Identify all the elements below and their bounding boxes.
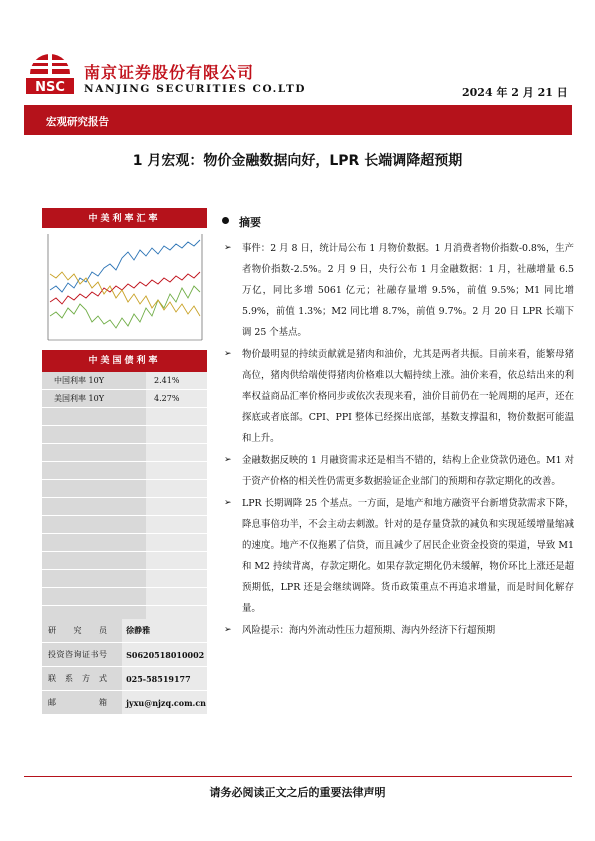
summary-heading: 摘要	[222, 214, 261, 230]
arrow-bullet-icon: ➢	[224, 349, 232, 359]
analyst-row	[42, 691, 207, 715]
summary-bullet	[222, 344, 574, 449]
analyst-table	[42, 619, 207, 715]
rate-row	[42, 390, 207, 408]
rate-row	[42, 462, 207, 480]
summary-bullet-text: 风险提示：海内外流动性压力超预期、海内外经济下行超预期	[242, 625, 496, 636]
legal-disclaimer: 请务必阅读正文之后的重要法律声明	[209, 786, 386, 799]
summary-bullet-text: 事件：2 月 8 日，统计局公布 1 月物价数据。1 月消费者物价指数-0.8%，生产者物价指数-2.5%。2 月 9 日，央行公布 1 月金融数据：1 月，社融增量 6.5 万亿，同比多增 5061 亿元；社融存量增 9.5%，前值 9.5%；M1 同比增 5.9%，前值 1.3%；M2 同比增 8.7%，前值 9.7%。2 月 20 日 LPR 长端下调 25 个基点。	[242, 243, 574, 338]
svg-text:NSC: NSC	[35, 80, 65, 95]
analyst-info-key: 研 究 员	[42, 619, 122, 643]
rate-label	[42, 426, 146, 444]
company-name-cn: 南京证券股份有限公司	[84, 63, 255, 82]
rate-row	[42, 570, 207, 588]
rate-row	[42, 498, 207, 516]
analyst-row	[42, 643, 207, 667]
arrow-bullet-icon: ➢	[224, 498, 232, 508]
rate-label	[42, 498, 146, 516]
rate-value	[146, 588, 207, 606]
rate-value	[146, 462, 207, 480]
arrow-bullet-icon: ➢	[224, 243, 232, 253]
report-type-label: 宏观研究报告	[46, 116, 109, 128]
analyst-info-key: 邮 箱	[42, 691, 122, 715]
rate-row	[42, 534, 207, 552]
report-date: 2024 年 2 月 21 日	[462, 86, 568, 99]
rate-label: 美国利率 10Y	[42, 390, 146, 408]
rate-chart	[42, 228, 207, 348]
summary-bullet	[222, 450, 574, 492]
rate-value: 4.27%	[146, 390, 207, 408]
rate-value	[146, 426, 207, 444]
rate-label	[42, 552, 146, 570]
analyst-row	[42, 619, 207, 643]
analyst-section	[42, 619, 207, 715]
company-name-en: NANJING SECURITIES CO.LTD	[84, 83, 307, 95]
chart-line-green	[50, 286, 200, 328]
rate-label	[42, 588, 146, 606]
analyst-row	[42, 667, 207, 691]
rates-table	[42, 372, 207, 624]
rate-label	[42, 534, 146, 552]
rate-label	[42, 480, 146, 498]
nsc-logo-icon	[26, 50, 74, 96]
rate-value	[146, 498, 207, 516]
footer-divider	[24, 776, 572, 777]
rate-label: 中国利率 10Y	[42, 372, 146, 390]
analyst-info-value: S0620518010002	[122, 643, 207, 667]
rate-row	[42, 444, 207, 462]
analyst-info-key: 联 系 方 式	[42, 667, 122, 691]
rate-value	[146, 408, 207, 426]
page-title: 1 月宏观：物价金融数据向好，LPR 长端调降超预期	[132, 153, 463, 169]
summary-bullet	[222, 238, 574, 343]
rate-label	[42, 462, 146, 480]
summary-bullet	[222, 493, 574, 619]
summary-list	[222, 238, 574, 642]
rates-header: 中美国债利率	[42, 350, 207, 372]
rate-label	[42, 570, 146, 588]
summary-bullet	[222, 620, 574, 641]
analyst-info-key: 投资咨询证书号	[42, 643, 122, 667]
analyst-info-value: jyxu@njzq.com.cn	[122, 691, 207, 715]
rate-value	[146, 516, 207, 534]
rate-row	[42, 516, 207, 534]
rate-value: 2.41%	[146, 372, 207, 390]
rate-label	[42, 516, 146, 534]
summary-bullet-text: 物价最明显的持续贡献就是猪肉和油价，尤其是两者共振。目前来看，能繁母猪高位，猪肉供给端使得猪肉价格难以大幅持续上涨。油价来看，依总结出来的利率权益商品汇率价格同步或依次表现来看，油价目前仍在一轮周期的尾声，还在探底或者底部。CPI、PPI 整体已经探出底部，基数支撑温和，物价数据可能温和上升。	[242, 349, 574, 444]
rate-value	[146, 444, 207, 462]
rates-section	[42, 350, 207, 624]
rate-value	[146, 570, 207, 588]
rate-row	[42, 408, 207, 426]
arrow-bullet-icon: ➢	[224, 625, 232, 635]
rate-row	[42, 588, 207, 606]
rate-label	[42, 408, 146, 426]
rate-row	[42, 552, 207, 570]
chart-line-blue	[50, 240, 200, 292]
analyst-info-value: 徐静雅	[122, 619, 207, 643]
rate-row	[42, 372, 207, 390]
chart-line-gold	[50, 272, 200, 316]
rate-value	[146, 480, 207, 498]
analyst-info-value: 025-58519177	[122, 667, 207, 691]
rate-row	[42, 426, 207, 444]
rate-label	[42, 444, 146, 462]
rate-chart-header: 中美利率汇率	[42, 208, 207, 230]
summary-bullet-text: 金融数据反映的 1 月融资需求还是相当不错的，结构上企业贷款仍逊色。M1 对于资产价格的相关性仍需更多数据验证企业部门的预期和存款定期化的改善。	[242, 455, 574, 487]
rate-value	[146, 534, 207, 552]
rate-row	[42, 480, 207, 498]
summary-bullet-text: LPR 长期调降 25 个基点。一方面，是地产和地方融资平台新增贷款需求下降，降息事倍功半，不会主动去刺激。针对的是存量贷款的减负和实现延缓增量缩减的速度。地产不仅拖累了信贷，而且减少了居民企业资金投资的渠道，导致 M1 和 M2 持续背离，存款定期化。如果存款定期化仍未缓解，物价环比上涨还是超预期低，LPR 还是会继续调降。货币政策重点不再追求增量，而是时间化解存量。	[242, 498, 574, 614]
rate-value	[146, 552, 207, 570]
arrow-bullet-icon: ➢	[224, 455, 232, 465]
dot-bullet-icon	[222, 217, 229, 224]
